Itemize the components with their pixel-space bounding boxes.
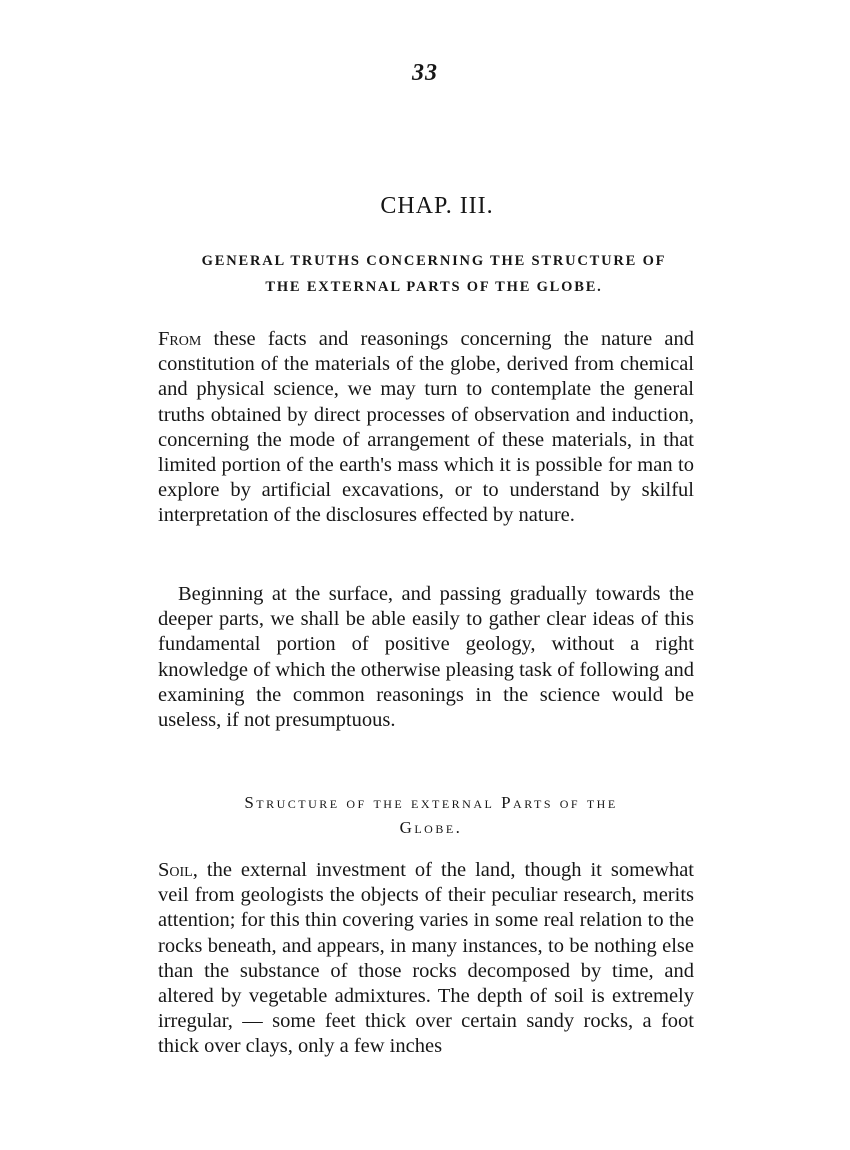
chapter-subtitle-line-1: GENERAL TRUTHS CONCERNING THE STRUCTURE OF <box>201 253 667 269</box>
paragraph-3-lead-word: Soil <box>158 859 193 881</box>
paragraph-1-text: these facts and reasonings concerning the nature and constitution of the materials of the globe, derived from chemical and physical science, we may turn to contemplate the general truths obtained by direct processes of observation and induction, concerning the mode of arrangement of these materials, in that limited portion of the earth's mass which it is possible for man to explore by artificial excavations, or to understand by skilful interpretation of the disclosures effected by nature. <box>158 328 694 527</box>
section-heading-line-2: Globe. <box>399 818 463 837</box>
paragraph-3-text: , the external investment of the land, though it somewhat veil from geologists the objects of their peculiar research, merits attention; for this thin covering varies in some real relation to the rocks beneath, and appears, in many instances, to be nothing else than the substance of those rocks decomposed by time, and altered by vegetable admixtures. The depth of soil is extremely irregular, — some feet thick over certain sandy rocks, a foot thick over clays, only a few inches <box>158 859 694 1058</box>
paragraph-2: Beginning at the surface, and passing gradually towards the deeper parts, we shall be able easily to gather clear ideas of this fundamental portion of positive geology, without a right knowledge of which the otherwise pleasing task of following and examining the common reasonings in the science would be useless, if not presumptuous. <box>158 583 694 732</box>
paragraph-3 <box>158 858 694 1060</box>
paragraph-1 <box>158 327 694 529</box>
paragraph-1-lead-word: From <box>158 328 202 350</box>
page-number: 33 <box>412 60 438 86</box>
chapter-title: CHAP. III. <box>380 193 494 219</box>
chapter-subtitle-line-2: THE EXTERNAL PARTS OF THE GLOBE. <box>265 279 603 295</box>
section-heading-line-1: Structure of the external Parts of the <box>244 793 618 812</box>
